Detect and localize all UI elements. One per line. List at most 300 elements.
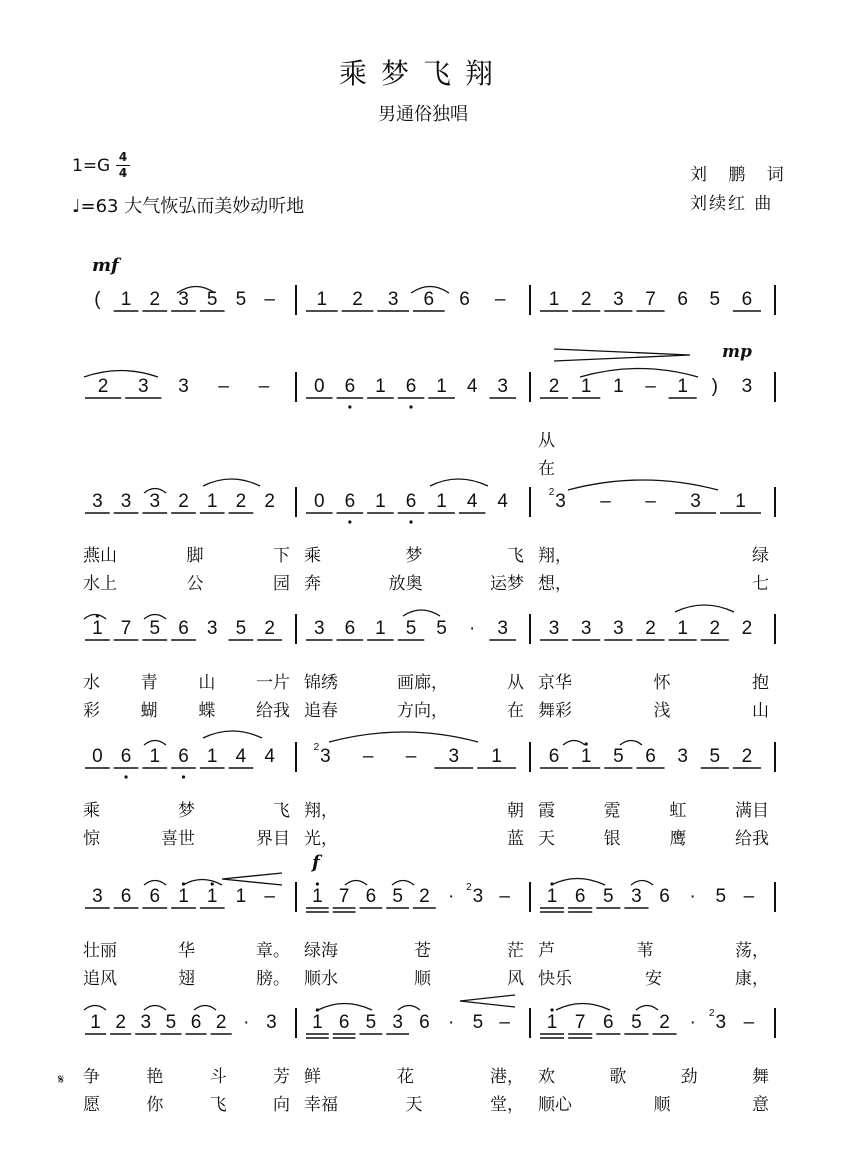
lyric-word: 追春 [304,701,338,721]
lyric-word: 惊 [83,829,100,849]
note: 3 [677,746,688,767]
note: 4 [264,746,275,767]
note: 3 [741,376,753,397]
tie [84,1006,106,1011]
tie [194,1006,216,1011]
note: 1 [436,376,447,397]
slur [430,479,488,486]
note: 2 [97,376,109,397]
lyric-verse1 [83,936,290,961]
dash-extension: – [405,746,417,767]
dot-extension: · [689,1012,696,1033]
lyric-word: 顺水 [304,969,338,989]
dash-extension: – [499,1012,510,1033]
dynamic-mf: mf [92,255,119,276]
note: 3 [631,886,642,907]
lyric-word: 乘 [83,801,100,821]
lyric-word: 芦 [538,941,555,961]
slur [318,1004,372,1011]
lyric-verse2 [538,569,769,594]
octave-dot-below [409,405,412,408]
tie [636,1006,658,1011]
note: 6 [120,746,132,767]
note: 1 [312,1012,323,1033]
note: 1 [580,376,592,397]
lyric-verse1 [83,796,290,821]
note: 3 [178,289,189,310]
tie [398,1006,420,1011]
note: 3 [613,618,624,639]
note: 3 [140,1012,152,1033]
note: 1 [375,376,386,397]
lyric-word: 园 [273,574,290,594]
note: 1 [677,618,688,639]
lyric-verse1 [304,936,524,961]
note: 5 [235,618,247,639]
lyric-word: 芳 [272,1067,290,1087]
note: 6 [344,376,356,397]
lyric-verse1 [83,668,290,693]
lyric-word: 艳 [146,1067,164,1087]
lyric-verse1 [83,1062,290,1087]
octave-dot-below [124,775,127,778]
time-signature-top: 4 [118,150,128,164]
note: 1 [120,289,132,310]
note: 3 [497,376,509,397]
note: 3 [613,289,624,310]
lyric-verse1 [304,541,524,566]
note: 3 [690,491,701,512]
notation-layer [85,285,775,1038]
note: 2 [645,618,656,639]
lyric-verse2 [538,964,769,989]
note: 6 [603,1012,614,1033]
lyric-word: 顺心 [538,1095,572,1115]
note: 3 [392,1012,403,1033]
lyric-word: 荡， [735,941,769,961]
lyric-word: 山 [198,673,216,693]
note: 6 [405,376,417,397]
note: 1 [375,491,386,512]
note: 5 [392,886,403,907]
note: 6 [178,618,189,639]
note: 1 [546,886,558,907]
lyric-word: 在 [507,701,524,721]
page-title: 乘梦飞翔 [338,57,507,90]
lyric-word: 奔 [304,574,321,594]
lyric-word: 飞 [507,546,524,566]
lyric-verse2 [304,964,524,989]
dot-extension: · [689,886,696,907]
lyric-word: 满目 [734,801,769,821]
lyric-word: 京华 [538,673,572,693]
lyric-word: 你 [146,1095,164,1115]
note: 2 [215,1012,227,1033]
lyric-word: 安 [645,969,662,989]
note: 1 [206,491,218,512]
note: 1 [149,746,161,767]
lyric-word: 怀 [653,673,671,693]
lyric-word: 梦 [178,801,195,821]
note: 5 [613,746,624,767]
lyric-word: 苇 [636,941,654,961]
note: 2 [178,491,189,512]
slur [203,731,262,738]
lyric-word: 脚 [186,546,204,566]
lyric-word: 水上 [83,574,117,594]
tie [620,741,642,746]
note: 1 [206,746,218,767]
dash-extension: – [499,886,510,907]
note: 6 [548,746,560,767]
lyric-word: 华 [178,941,195,961]
lyric-word: 朝 [507,801,524,821]
dash-extension: – [362,746,374,767]
note: 6 [645,746,656,767]
note: 6 [338,1012,350,1033]
note: 1 [546,1012,558,1033]
note: 3 [138,376,149,397]
note: 4 [235,746,247,767]
lyric-word: 壮丽 [83,941,117,961]
lyric-verse2 [538,696,769,721]
note: 1 [178,886,189,907]
lyric-verse2 [538,1090,769,1115]
decrescendo-hairpin [554,349,690,361]
lyric-word: 虹 [669,801,687,821]
note: 3 [715,1012,727,1033]
lyric-word: 康， [735,969,769,989]
lyric-word: 章。 [256,941,290,961]
lyric-word: 彩 [83,701,100,721]
note: 6 [423,289,435,310]
lyric-word: 梦 [405,546,423,566]
lyric-word: 光， [304,829,338,849]
note: 3 [448,746,460,767]
note: 4 [466,376,478,397]
lyric-verse2 [83,696,290,721]
tie [345,881,367,886]
slur [203,479,260,486]
lyric-word: 风 [507,969,524,989]
crescendo-hairpin [222,873,282,885]
lyric-word: 飞 [209,1095,227,1115]
lyric-word: 苍 [414,941,431,961]
lyric-verse2 [304,1090,524,1115]
slur [329,732,478,742]
quarter-note-icon: ♩ [72,196,81,217]
note: 7 [120,618,132,639]
note: 5 [472,1012,484,1033]
note: 3 [266,1012,277,1033]
lyric-word: 斗 [209,1067,227,1087]
note: 1 [92,618,103,639]
lyric-verse2 [83,569,290,594]
octave-dot-below [348,405,351,408]
lyric-verse1 [304,796,524,821]
lyric-word: 蓝 [507,829,524,849]
dynamic-f: f [312,852,320,873]
lyric-word: 港， [490,1067,524,1087]
lyric-word: 公 [186,574,204,594]
note: 1 [548,289,560,310]
dash-extension: – [218,376,229,397]
note: 5 [206,289,218,310]
note: 1 [206,886,218,907]
octave-dot-above [550,1008,553,1011]
note: 1 [316,289,328,310]
note: 2 [149,289,161,310]
note: 3 [555,491,566,512]
octave-dot-below [348,520,351,523]
lyric-word: 一片 [255,673,290,693]
note: 6 [459,289,470,310]
lyric-word: 愿 [83,1095,100,1115]
note: 6 [677,289,688,310]
page-subtitle: 男通俗独唱 [378,104,468,125]
note: 7 [574,1012,586,1033]
lyricist-credit: 刘 鹏 词 [690,165,792,185]
lyric-verse1 [538,796,769,821]
lyric-word: 给我 [255,701,290,721]
note: 1 [677,376,688,397]
lyric-word: 顺 [414,969,431,989]
lyric-word: 快乐 [538,969,572,989]
note: 3 [580,618,592,639]
lyric-word: 在 [538,459,555,479]
lyric-word: 堂， [490,1095,524,1115]
lyric-word: 飞 [273,801,290,821]
note: 2 [264,618,275,639]
lyric-verse1 [538,936,769,961]
dot-extension: · [243,1012,250,1033]
note: 6 [190,1012,202,1033]
lyric-word: 山 [752,701,769,721]
lyric-verse2 [83,824,290,849]
lyric-word: 劲 [680,1067,698,1087]
note: 2 [709,618,721,639]
note: 6 [120,886,132,907]
note: 3 [206,618,218,639]
note: 6 [419,1012,430,1033]
lyric-verse1 [538,1062,769,1087]
lyric-verse2 [83,964,290,989]
octave-dot-above [211,882,214,885]
lyric-word: 绿海 [304,941,338,961]
lyric-verse1 [304,1062,524,1087]
grace-note: 2 [313,742,320,753]
dot-extension: · [468,618,476,639]
note: 1 [735,491,746,512]
lyric-word: 舞彩 [538,701,572,721]
lyric-verse2 [304,696,524,721]
lyric-word: 七 [752,574,769,594]
lyric-word: 追风 [83,969,117,989]
lyric-word: 顺 [653,1095,671,1115]
lyric-verse1 [538,541,769,566]
note: 1 [580,746,592,767]
note: 0 [313,376,325,397]
dot-extension: · [447,886,455,907]
note: 6 [405,491,417,512]
note: 5 [235,289,247,310]
note: 0 [313,491,325,512]
lyric-verse2 [538,454,769,479]
parenthesis: ( [94,289,101,310]
lyric-word: 天 [538,829,555,849]
octave-dot-above [316,882,319,885]
note: 2 [352,289,363,310]
dash-extension: – [264,289,275,310]
dash-extension: – [258,376,270,397]
lyric-word: 蝴 [140,701,158,721]
note: 2 [264,491,275,512]
lyric-word: 争 [83,1067,100,1087]
lyric-word: 幸福 [304,1095,338,1115]
lyric-word: 喜世 [161,829,195,849]
lyric-word: 蝶 [198,701,216,721]
note: 3 [149,491,161,512]
lyric-word: 想， [538,574,572,594]
note: 5 [405,618,417,639]
note: 6 [344,618,356,639]
lyric-word: 画廊， [397,673,448,693]
grace-note: 2 [709,1008,715,1019]
dash-extension: – [645,491,656,512]
slur [568,480,718,490]
lyric-word: 意 [752,1095,769,1115]
note: 3 [472,886,484,907]
note: 6 [365,886,377,907]
note: 1 [436,491,447,512]
note: 7 [645,289,656,310]
lyric-verse1 [304,668,524,693]
segno-sign: 𝄋 [58,1072,65,1088]
note: 1 [235,886,247,907]
tempo-text: =63 大气恢弘而美妙动听地 [80,196,305,217]
note: 3 [313,618,325,639]
note: 6 [344,491,356,512]
tie [144,1006,166,1011]
note: 0 [92,746,103,767]
dash-extension: – [494,289,506,310]
note: 5 [631,1012,642,1033]
lyric-word: 燕山 [83,546,117,566]
note: 5 [709,289,721,310]
tie [392,881,414,886]
note: 1 [312,886,323,907]
lyric-word: 欢 [538,1067,555,1087]
lyric-word: 茫 [507,941,524,961]
note: 2 [419,886,430,907]
grace-note: 2 [466,882,472,893]
lyric-word: 抱 [752,673,769,693]
note: 3 [92,886,103,907]
note: 1 [90,1012,101,1033]
note: 5 [365,1012,377,1033]
note: 6 [659,886,670,907]
tie [631,881,653,886]
dash-extension: – [600,491,611,512]
note: 3 [497,618,509,639]
lyric-verse1 [538,668,769,693]
slur [675,605,734,612]
note: 1 [613,376,624,397]
lyric-word: 绿 [752,546,769,566]
grace-note: 2 [548,487,555,498]
dot-extension: · [447,1012,455,1033]
note: 1 [491,746,502,767]
note: 2 [235,491,247,512]
dash-extension: – [645,376,656,397]
parenthesis: ) [711,376,718,397]
note: 7 [338,886,350,907]
lyric-word: 舞 [751,1067,769,1087]
lyric-word: 放奥 [388,574,423,594]
lyric-word: 乘 [304,546,321,566]
time-signature-bottom: 4 [118,166,128,180]
composer-credit: 刘续红 曲 [690,194,774,214]
slur [551,879,605,886]
lyric-verse1 [538,426,769,451]
note: 3 [320,746,331,767]
note: 2 [580,289,592,310]
note: 6 [574,886,586,907]
note: 6 [741,289,753,310]
dash-extension: – [743,886,755,907]
octave-dot-above [585,742,588,745]
lyric-word: 翔， [304,801,338,821]
lyric-word: 向 [272,1095,290,1115]
key-signature: 1=G [72,156,111,176]
lyric-word: 霓 [603,801,621,821]
lyric-word: 浅 [653,701,671,721]
lyric-word: 锦绣 [304,673,338,693]
note: 2 [548,376,560,397]
lyric-word: 翅 [178,969,195,989]
note: 3 [92,491,103,512]
lyric-verse1 [83,541,290,566]
note: 5 [149,618,161,639]
tie [144,881,166,886]
note: 2 [115,1012,126,1033]
note: 2 [741,746,753,767]
dash-extension: – [264,886,275,907]
note: 4 [466,491,478,512]
octave-dot-below [182,775,185,778]
note: 5 [709,746,721,767]
lyric-word: 下 [273,546,290,566]
note: 6 [178,746,189,767]
note: 5 [436,618,447,639]
slur [556,1004,610,1011]
lyric-word: 方向， [397,701,448,721]
note: 5 [715,886,727,907]
lyric-word: 银 [603,829,621,849]
lyric-word: 膀。 [256,969,290,989]
lyric-verse2 [538,824,769,849]
lyric-word: 运梦 [490,574,524,594]
lyric-word: 歌 [609,1067,627,1087]
lyric-verse2 [83,1090,290,1115]
lyric-word: 翔， [538,546,572,566]
lyric-word: 鹰 [669,829,687,849]
tie [183,880,222,886]
lyric-word: 界目 [256,829,290,849]
octave-dot-below [409,520,412,523]
dynamic-mp: mp [722,342,752,362]
note: 3 [387,289,399,310]
